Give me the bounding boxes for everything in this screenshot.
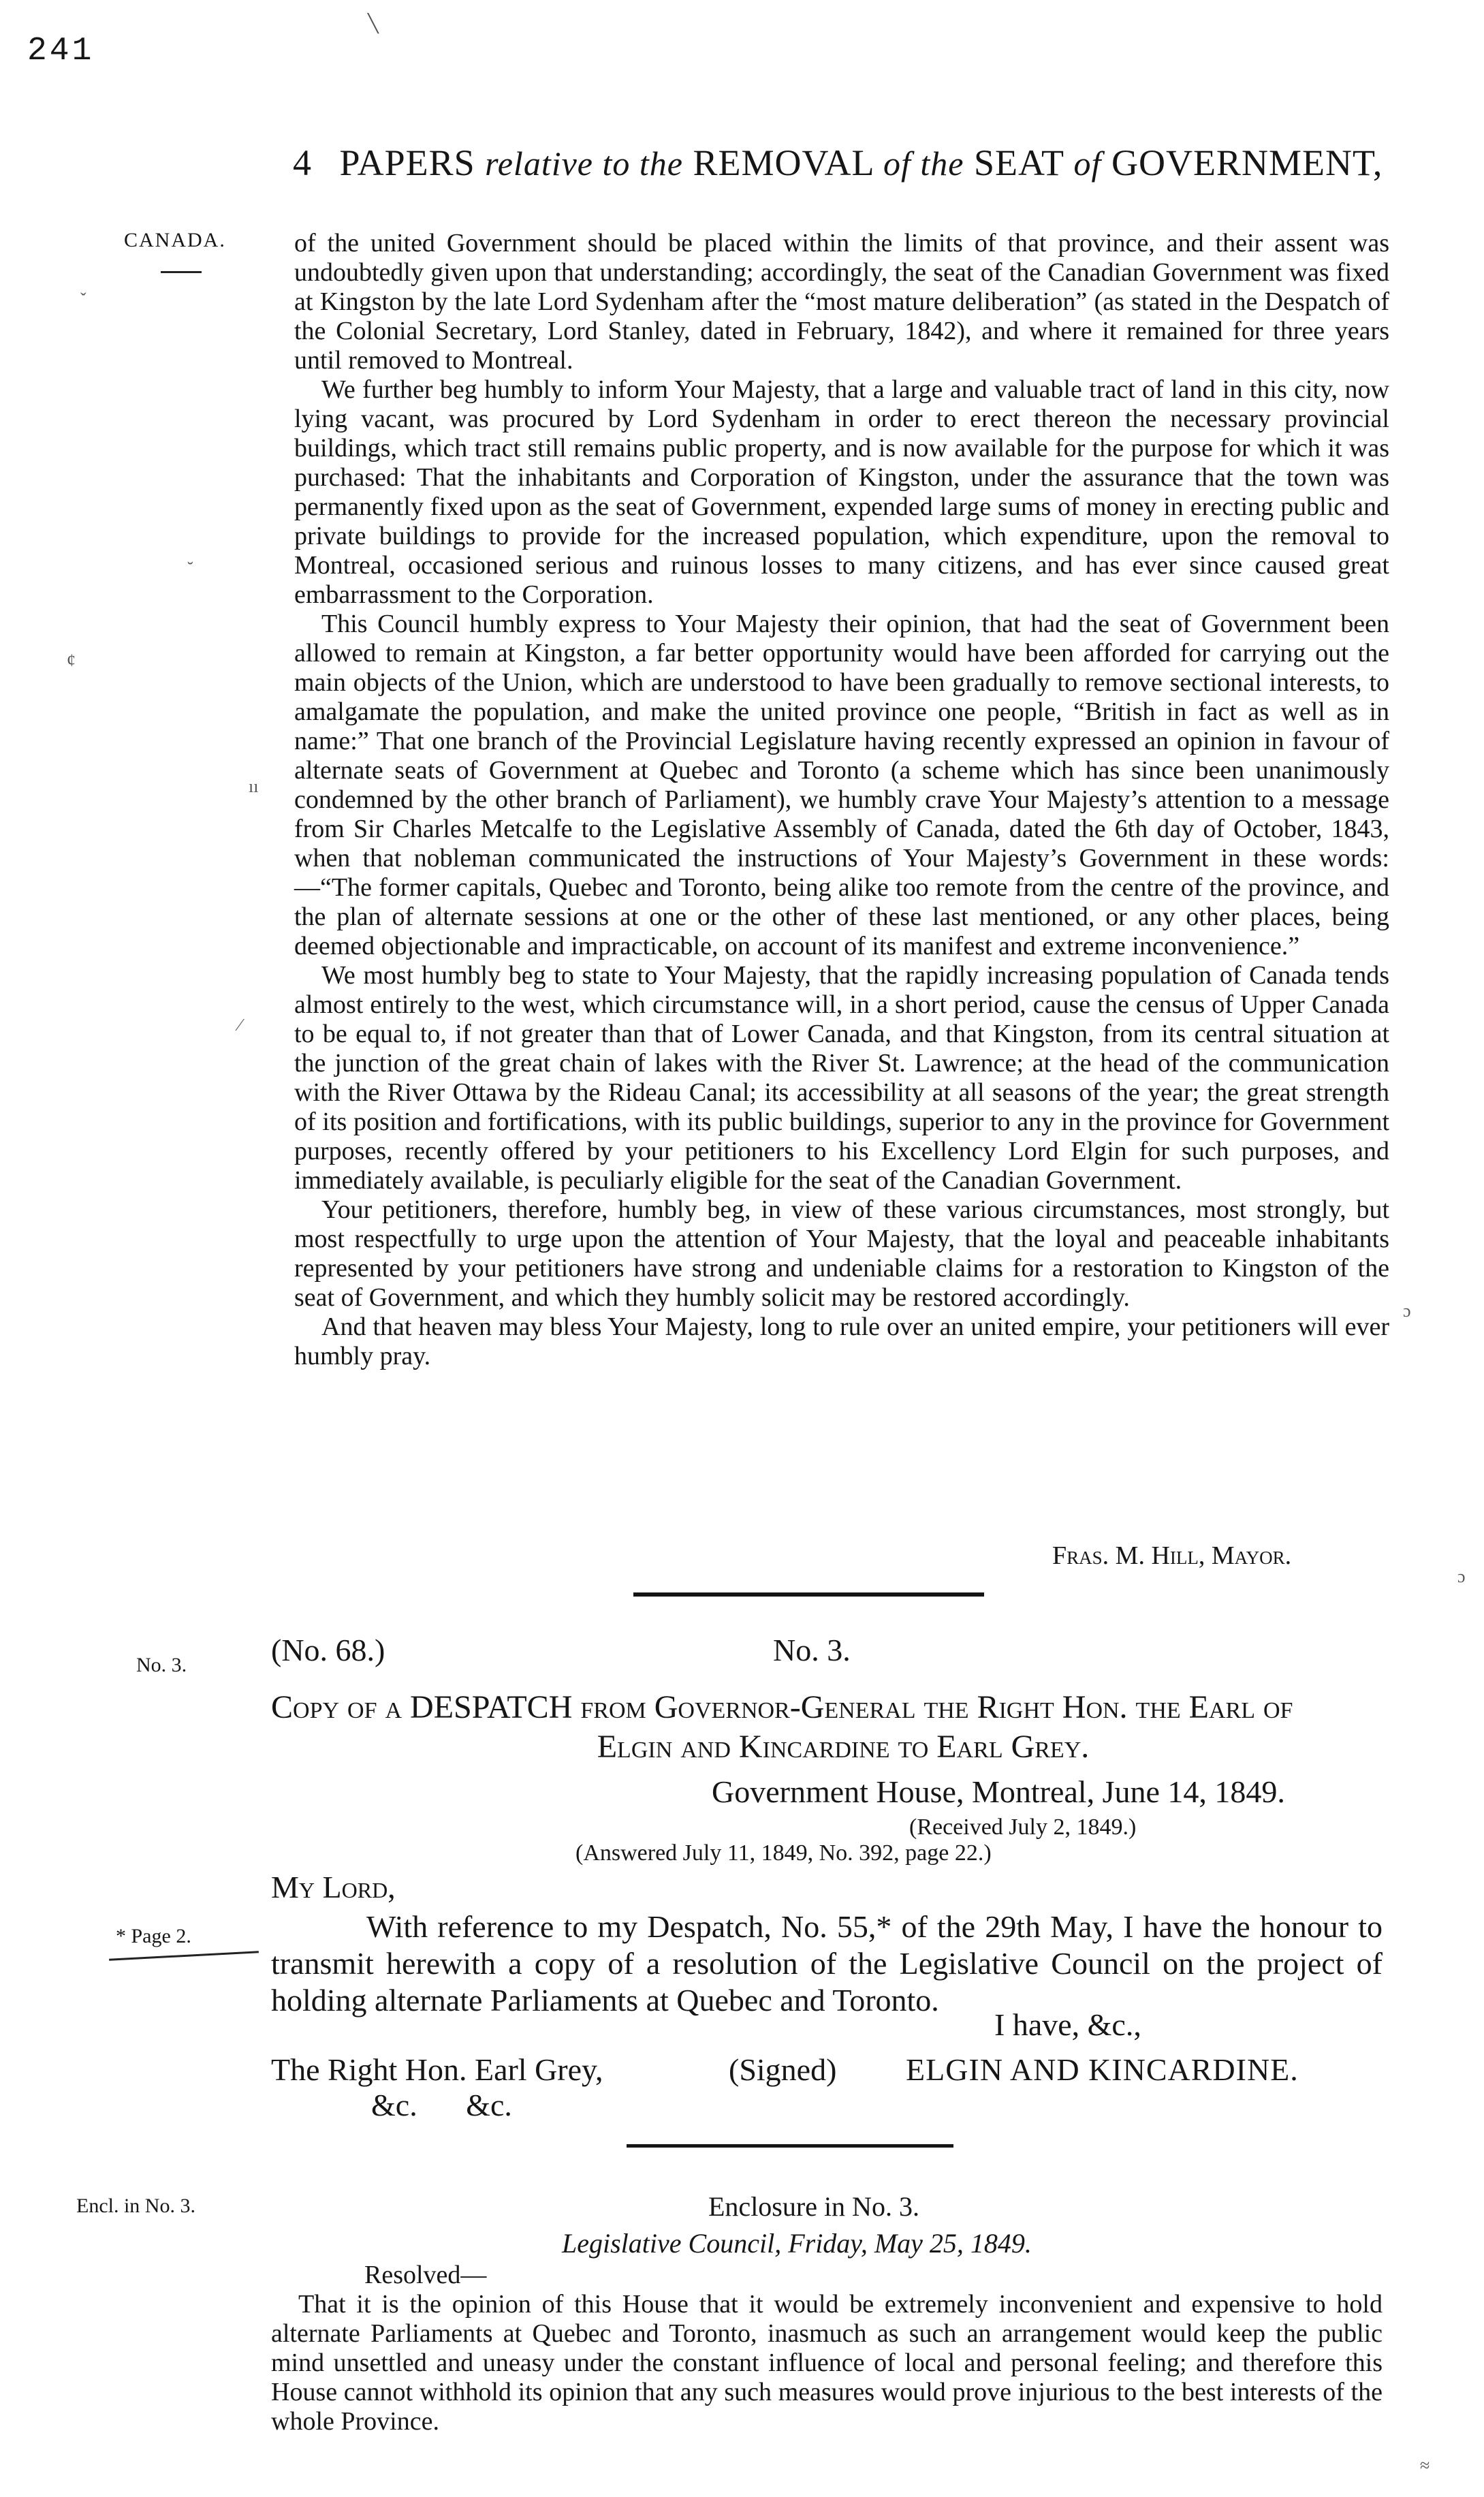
scan-speck: ¢ [67, 650, 76, 670]
header-part-5: SEAT [964, 142, 1074, 183]
header-part-4: of the [883, 144, 964, 183]
despatch-location-date: Government House, Montreal, June 14, 1849. [712, 1774, 1285, 1809]
petition-paragraph: We most humbly beg to state to Your Majesty, that the rapidly increasing population of Canada tends almost entirely to the west, which circumstance will, in a short period, cause the census of Upper Canada to be equal to, if not greater than that of Lower Canada, and that Kingston, from its central situation at the junction of the great chain of lakes with the River St. Lawrence; at the head of the communication with the River Ottawa by the Rideau Canal; its accessibility at all seasons of the year; the great strength of its position and fortifications, with its public buildings, superior to any in the province for Government purposes, recently offered by your petitioners to his Excellency Lord Elgin for such purposes, and immediately available, is peculiarly eligible for the seat of the Canadian Government. [294, 961, 1389, 1195]
scan-speck: ∕ [238, 1015, 242, 1035]
handwritten-page-mark: 241 [27, 33, 95, 69]
margin-note-enclosure: Encl. in No. 3. [76, 2195, 195, 2217]
petition-paragraph: Your petitioners, therefore, humbly beg, in view of these various circumstances, most strongly, but most respectfully to urge upon the attention of Your Majesty, that the loyal and peaceable inhabitants represented by your petitioners have strong and undeniable claims for a restoration to Kingston of the seat of Government, and which they humbly solicit may be restored accordingly. [294, 1195, 1389, 1312]
signed-label: (Signed) [729, 2052, 837, 2087]
enclosure-subtitle: Legislative Council, Friday, May 25, 1849. [562, 2228, 1032, 2259]
despatch-number-paren: (No. 68.) [271, 1633, 385, 1667]
enclosure-title: Enclosure in No. 3. [708, 2191, 919, 2222]
despatch-title-line-1: Copy of a DESPATCH from Governor-General the Right Hon. the Earl of [271, 1689, 1293, 1725]
header-part-1: PAPERS [339, 142, 486, 183]
despatch-paragraph: With reference to my Despatch, No. 55,* of the 29th May, I have the honour to transmit herewith a copy of a resolution of the Legislative Council on the project of holding alternate Parliaments at Quebec and Toronto. [271, 1909, 1383, 2017]
petition-paragraph: This Council humbly express to Your Majesty their opinion, that had the seat of Government been allowed to remain at Kingston, a far better opportunity would have been afforded for carrying out the main objects of the Union, which are understood to have been gradually to remove sectional interests, to amalgamate the population, and make the united province one people, “British in fact as well as in name:” That one branch of the Provincial Legislature having recently expressed an opinion in favour of alternate seats of Government at Quebec and Toronto (a scheme which has since been unanimously condemned by the other branch of Parliament), we humbly crave Your Majesty’s attention to a message from Sir Charles Metcalfe to the Legislative Assembly of Canada, dated the 6th day of October, 1843, when that nobleman communicated the instructions of Your Majesty’s Government in these words:—“The former capitals, Quebec and Toronto, being alike too remote from the centre of the province, and the plan of alternate sessions at one or the other of these last mentioned, or any other places, being deemed objectionable and impracticable, on account of its manifest and extreme inconvenience.” [294, 610, 1389, 960]
resolved-heading: Resolved— [364, 2261, 487, 2289]
scan-speck: ╲ [368, 14, 379, 33]
scan-speck: ≈ [1420, 2455, 1430, 2475]
closing: I have, &c., [994, 2007, 1141, 2042]
despatch-title-line-2: Elgin and Kincardine to Earl Grey. [597, 1729, 1090, 1765]
section-divider [627, 2144, 953, 2148]
scan-speck: ɔ [1457, 1567, 1466, 1586]
scan-speck: ıı [249, 776, 259, 796]
resolution-text [271, 2290, 1383, 2436]
scan-speck: ˘ [187, 559, 193, 578]
signer-name: ELGIN AND KINCARDINE. [906, 2052, 1299, 2087]
answered-date: (Answered July 11, 1849, No. 392, page 22.) [575, 1840, 992, 1866]
margin-note-no3: No. 3. [136, 1654, 187, 1676]
page-number: 4 [293, 142, 312, 183]
margin-note-canada: CANADA. [124, 229, 226, 251]
addressee-etc: &c. &c. [371, 2088, 512, 2122]
page-header [293, 142, 1410, 184]
section-divider [633, 1592, 984, 1597]
margin-note-page-ref: * Page 2. [116, 1925, 191, 1947]
salutation: My Lord, [271, 1870, 396, 1904]
mayor-signature: Fras. M. Hill, Mayor. [1052, 1541, 1292, 1570]
petition-paragraph: We further beg humbly to inform Your Majesty, that a large and valuable tract of land in this city, now lying vacant, was procured by Lord Sydenham in order to erect thereon the necessary provincial buildings, which tract still remains public property, and is now available for the purpose for which it was purchased: That the inhabitants and Corporation of Kingston, under the assurance that the town was permanently fixed upon as the seat of Government, expended large sums of money in erecting public and private buildings to provide for the increased population, which expenditure, upon the removal to Montreal, occasioned serious and ruinous losses to many citizens, and has ever since caused great embarrassment to the Corporation. [294, 375, 1389, 609]
header-part-3: REMOVAL [682, 142, 884, 183]
despatch-body [271, 1909, 1383, 2019]
received-date: (Received July 2, 1849.) [909, 1815, 1137, 1840]
petition-text [294, 229, 1389, 1371]
petition-paragraph: of the united Government should be placed within the limits of that province, and their assent was undoubtedly given upon that understanding; accordingly, the seat of the Canadian Government was fixed at Kingston by the late Lord Sydenham after the “most mature deliberation” (as stated in the Despatch of the Colonial Secretary, Lord Stanley, dated in February, 1842), and where it remained for three years until removed to Montreal. [294, 229, 1389, 375]
margin-pointer-line [109, 1951, 259, 1961]
resolution-paragraph: That it is the opinion of this House that it would be extremely inconvenient and expensive to hold alternate Parliaments at Quebec and Toronto, inasmuch as such an arrangement would keep the public mind unsettled and uneasy under the constant influence of local and personal feeling; and therefore this House cannot withhold its opinion that any such measures would prove injurious to the best interests of the whole Province. [271, 2290, 1383, 2436]
addressee: The Right Hon. Earl Grey, [271, 2052, 603, 2087]
margin-rule [161, 271, 202, 273]
header-part-7: GOVERNMENT, [1101, 142, 1383, 183]
scan-speck: ɔ [1403, 1301, 1411, 1321]
despatch-number: No. 3. [773, 1633, 851, 1667]
despatch-title [271, 1688, 1388, 1767]
scan-speck: ˇ [80, 289, 86, 309]
header-part-6: of [1073, 144, 1102, 183]
header-part-2: relative to the [485, 144, 683, 183]
petition-paragraph: And that heaven may bless Your Majesty, long to rule over an united empire, your petitioners will ever humbly pray. [294, 1313, 1389, 1370]
